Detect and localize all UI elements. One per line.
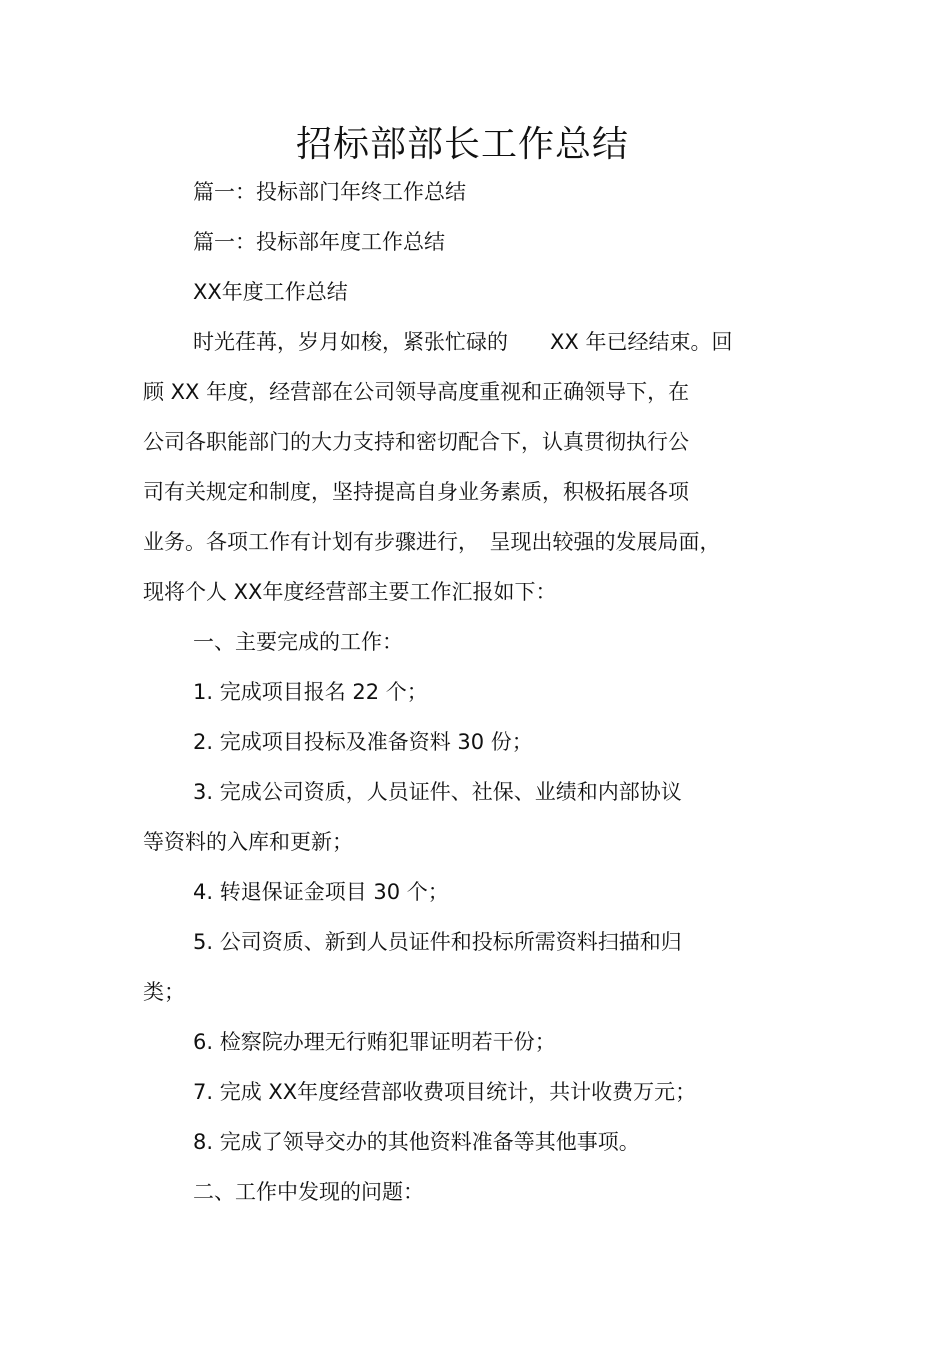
list-item: 2. 完成项目投标及准备资料 30 份； — [193, 730, 533, 754]
list-item: 5. 公司资质、新到人员证件和投标所需资料扫描和归 — [193, 930, 682, 954]
list-item: 4. 转退保证金项目 30 个； — [193, 880, 449, 904]
section-heading: 一、主要完成的工作： — [193, 630, 403, 654]
paragraph-line: 业务。各项工作有计划有步骤进行， 呈现出较强的发展局面， — [143, 530, 721, 554]
list-item: 1. 完成项目报名 22 个； — [193, 680, 428, 704]
list-item: 3. 完成公司资质，人员证件、社保、业绩和内部协议 — [193, 780, 682, 804]
paragraph-line: 公司各职能部门的大力支持和密切配合下，认真贯彻执行公 — [143, 430, 689, 454]
list-item-continuation: 等资料的入库和更新； — [143, 830, 353, 854]
paragraph-line: 司有关规定和制度，坚持提高自身业务素质，积极拓展各项 — [143, 480, 689, 504]
list-item: 8. 完成了领导交办的其他资料准备等其他事项。 — [193, 1130, 640, 1154]
paragraph-line: 顾 XX 年度，经营部在公司领导高度重视和正确领导下，在 — [143, 380, 690, 404]
paragraph-line: 现将个人 XX年度经营部主要工作汇报如下： — [143, 580, 557, 604]
document-title: 招标部部长工作总结 — [295, 124, 629, 165]
section-heading: XX年度工作总结 — [193, 280, 348, 304]
subtitle-line-1: 篇一：投标部门年终工作总结 — [193, 180, 466, 204]
section-heading: 二、工作中发现的问题： — [193, 1180, 424, 1204]
list-item-continuation: 类； — [143, 980, 185, 1004]
list-item: 7. 完成 XX年度经营部收费项目统计，共计收费万元； — [193, 1080, 697, 1104]
subtitle-line-2: 篇一：投标部年度工作总结 — [193, 230, 445, 254]
paragraph-line: 时光荏苒，岁月如梭，紧张忙碌的 XX 年已经结束。回 — [193, 330, 733, 354]
list-item: 6. 检察院办理无行贿犯罪证明若干份； — [193, 1030, 556, 1054]
